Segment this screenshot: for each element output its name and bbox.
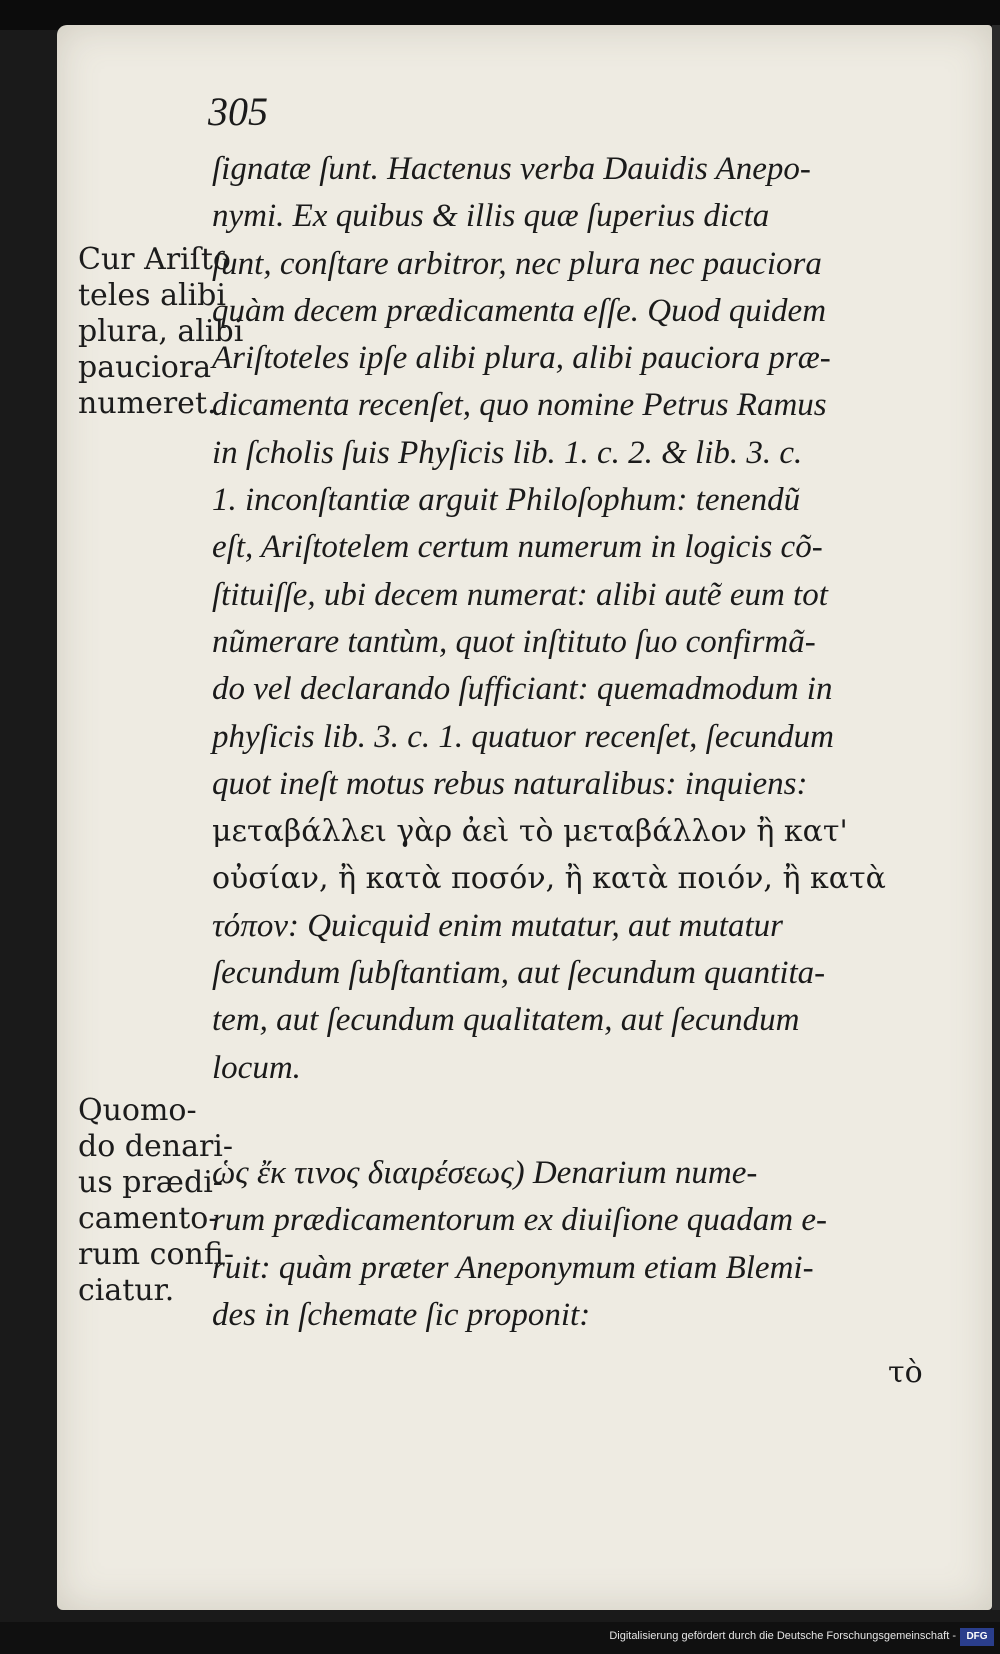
margin-note	[78, 242, 243, 422]
margin-note-line: us prædi-	[78, 1165, 223, 1200]
margin-note-line: do denari-	[78, 1129, 234, 1164]
margin-note	[78, 1093, 234, 1309]
greek-text-line: μεταβάλλει γὰρ ἀεὶ τὸ μεταβάλλον ἢ κατ'	[212, 814, 848, 850]
margin-note-line: plura, alibi	[78, 314, 244, 349]
text-line: τόπον: Quicquid enim mutatur, aut mutatur	[212, 907, 783, 944]
text-line: quàm decem prædicamenta eſſe. Quod quidem	[212, 292, 827, 329]
text-line: 1. inconſtantiæ arguit Philoſophum: tenendũ	[212, 482, 801, 519]
footer-bar	[0, 1622, 1000, 1654]
text-line: nymi. Ex quibus & illis quæ ſuperius dicta	[212, 198, 770, 235]
text-line: ruit: quàm præter Aneponymum etiam Blemi-	[212, 1249, 814, 1286]
text-line: do vel declarando ſufficiant: quemadmodum in	[212, 671, 833, 708]
text-line: locum.	[212, 1049, 301, 1086]
greek-text-line: οὐσίαν, ἢ κατὰ ποσόν, ἢ κατὰ ποιόν, ἢ κατὰ	[212, 861, 886, 897]
text-line: quot ineſt motus rebus naturalibus: inquiens:	[212, 765, 808, 802]
text-line: nũmerare tantùm, quot inſtituto ſuo confirmã-	[212, 623, 816, 660]
margin-note-line: Quomo-	[78, 1093, 197, 1128]
text-line: ſignatæ ſunt. Hactenus verba Dauidis Anepo-	[212, 151, 811, 187]
text-line: ὡς ἔκ τινος διαιρέσεως) Denarium nume-	[212, 1154, 758, 1191]
body-text	[212, 146, 892, 1339]
text-line: ſtituiſſe, ubi decem numerat: alibi autẽ eum tot	[212, 576, 828, 613]
margin-note-line: camento-	[78, 1201, 219, 1236]
footer-text: Digitalisierung gefördert durch die Deutsche Forschungsgemeinschaft -	[609, 1630, 956, 1642]
page-number: 305	[208, 89, 268, 134]
text-line: ſunt, conſtare arbitror, nec plura nec pauciora	[212, 245, 822, 282]
margin-note-line: teles alibi	[78, 278, 226, 313]
margin-note-line: ciatur.	[78, 1273, 175, 1308]
catchword: τὸ	[888, 1355, 923, 1390]
text-line: des in ſchemate ſic proponit:	[212, 1296, 591, 1333]
text-line: dicamenta recenſet, quo nomine Petrus Ramus	[212, 387, 827, 424]
text-line: in ſcholis ſuis Phyſicis lib. 1. c. 2. & lib. 3. c.	[212, 434, 803, 471]
text-line: Ariſtoteles ipſe alibi plura, alibi pauciora præ-	[212, 340, 831, 377]
text-line: rum prædicamentorum ex diuiſione quadam e-	[212, 1202, 827, 1239]
text-line: tem, aut ſecundum qualitatem, aut ſecundum	[212, 1002, 800, 1039]
margin-note-line: Cur Ariſto	[78, 242, 231, 277]
dfg-logo: DFG	[960, 1628, 994, 1646]
paragraph-gap	[212, 1092, 892, 1150]
margin-note-line: numeret.	[78, 386, 217, 421]
margin-note-line: pauciora	[78, 350, 212, 385]
text-line: ſecundum ſubſtantiam, aut ſecundum quantita-	[212, 955, 826, 992]
text-line: eſt, Ariſtotelem certum numerum in logicis cõ-	[212, 529, 823, 566]
margin-note-line: rum confi-	[78, 1237, 234, 1272]
text-line: phyſicis lib. 3. c. 1. quatuor recenſet, ſecundum	[212, 718, 834, 755]
page-edge	[992, 25, 1000, 1610]
